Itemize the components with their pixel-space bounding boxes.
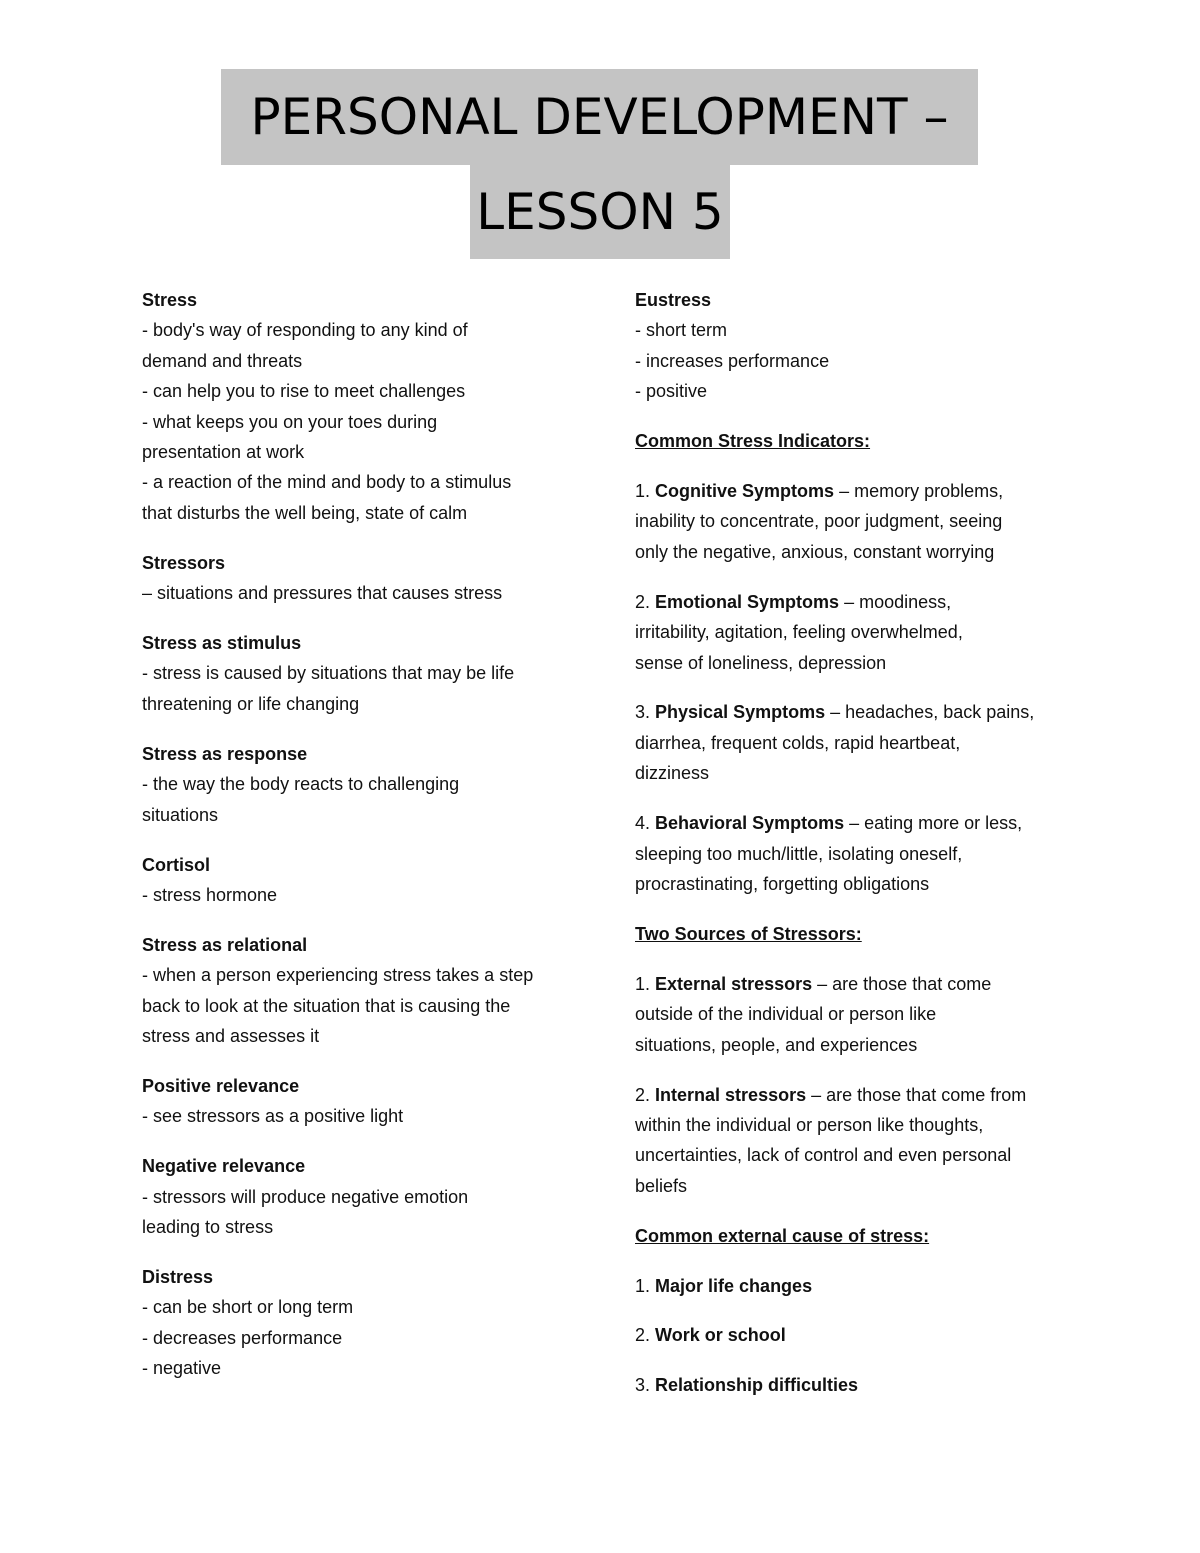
item-description-line: beliefs bbox=[635, 1175, 688, 1196]
list-item bbox=[635, 808, 1075, 899]
definition-block bbox=[142, 1262, 582, 1384]
definition-line: back to look at the situation that is causing the bbox=[142, 995, 511, 1016]
definition-block bbox=[142, 850, 582, 911]
item-term: Cognitive Symptoms bbox=[655, 481, 835, 502]
item-description: – memory problems, bbox=[834, 481, 1004, 502]
item-description-line: uncertainties, lack of control and even personal bbox=[635, 1145, 1012, 1166]
list-item-first-line bbox=[635, 587, 1075, 617]
list-item bbox=[635, 1271, 1075, 1301]
list-item-first-line bbox=[635, 808, 1075, 838]
list-item-first-line bbox=[635, 1320, 1075, 1350]
definition-heading: Stress bbox=[142, 290, 198, 310]
right-column bbox=[635, 285, 1075, 1420]
page-title-line-2: LESSON 5 bbox=[470, 165, 730, 259]
definition-line: - see stressors as a positive light bbox=[142, 1106, 404, 1127]
item-number: 1. bbox=[635, 973, 651, 994]
section-heading: Two Sources of Stressors: bbox=[635, 923, 862, 944]
page-title-line-1: PERSONAL DEVELOPMENT – bbox=[221, 69, 978, 165]
section-heading: Common external cause of stress: bbox=[635, 1225, 930, 1246]
list-item-first-line bbox=[635, 1080, 1075, 1110]
definition-line: that disturbs the well being, state of calm bbox=[142, 502, 468, 523]
item-description: – are those that come from bbox=[806, 1084, 1027, 1105]
item-description: – headaches, back pains, bbox=[825, 702, 1035, 723]
item-term: External stressors bbox=[655, 973, 813, 994]
stressor-sources-header bbox=[635, 919, 1075, 949]
definition-block bbox=[142, 739, 582, 830]
definition-line: demand and threats bbox=[142, 350, 303, 371]
item-description-line: situations, people, and experiences bbox=[635, 1034, 918, 1055]
definition-heading: Stressors bbox=[142, 552, 226, 573]
item-term: Relationship difficulties bbox=[655, 1375, 859, 1396]
definition-heading: Stress as relational bbox=[142, 934, 308, 955]
definition-line: - what keeps you on your toes during bbox=[142, 411, 438, 432]
definition-block bbox=[142, 1071, 582, 1132]
list-item bbox=[635, 697, 1075, 788]
definition-heading: Negative relevance bbox=[142, 1156, 306, 1177]
definition-line: - short term bbox=[635, 320, 728, 341]
definition-line: - positive bbox=[635, 381, 708, 402]
item-description: – eating more or less, bbox=[844, 813, 1023, 834]
list-item bbox=[635, 587, 1075, 678]
definition-block bbox=[142, 930, 582, 1052]
item-description-line: outside of the individual or person like bbox=[635, 1004, 937, 1025]
list-item bbox=[635, 969, 1075, 1060]
definition-line: - can help you to rise to meet challenges bbox=[142, 381, 466, 402]
item-description-line: sense of loneliness, depression bbox=[635, 652, 887, 673]
external-causes-header bbox=[635, 1221, 1075, 1251]
left-column bbox=[142, 285, 582, 1403]
item-description: – moodiness, bbox=[839, 591, 952, 612]
list-item bbox=[635, 1080, 1075, 1202]
item-number: 3. bbox=[635, 1375, 651, 1396]
item-description-line: procrastinating, forgetting obligations bbox=[635, 874, 930, 894]
item-term: Work or school bbox=[655, 1325, 786, 1346]
definition-line: presentation at work bbox=[142, 442, 305, 463]
item-number: 4. bbox=[635, 813, 651, 834]
definition-line: - stress hormone bbox=[142, 884, 278, 905]
item-description-line: sleeping too much/little, isolating oneself, bbox=[635, 843, 963, 864]
item-term: Behavioral Symptoms bbox=[655, 813, 845, 834]
item-description-line: inability to concentrate, poor judgment, seeing bbox=[635, 511, 1003, 532]
definition-line: - increases performance bbox=[635, 350, 830, 371]
definition-line: - stress is caused by situations that may be life bbox=[142, 663, 515, 684]
item-number: 2. bbox=[635, 1084, 651, 1105]
definition-line: - when a person experiencing stress takes a step bbox=[142, 965, 534, 986]
definition-line: - decreases performance bbox=[142, 1327, 343, 1348]
definition-heading: Cortisol bbox=[142, 854, 211, 875]
definition-heading: Distress bbox=[142, 1266, 214, 1287]
definition-block bbox=[142, 548, 582, 609]
definition-block bbox=[635, 285, 1075, 407]
definition-line: - can be short or long term bbox=[142, 1297, 354, 1318]
item-description-line: only the negative, anxious, constant worrying bbox=[635, 541, 995, 562]
definition-heading: Stress as stimulus bbox=[142, 633, 302, 654]
definition-block bbox=[142, 285, 582, 528]
list-item-first-line bbox=[635, 969, 1075, 999]
item-description: – are those that come bbox=[812, 973, 992, 994]
item-term: Physical Symptoms bbox=[655, 702, 826, 723]
definition-line: stress and assesses it bbox=[142, 1026, 320, 1047]
definition-line: - negative bbox=[142, 1358, 222, 1379]
list-item bbox=[635, 1370, 1075, 1400]
definition-heading: Stress as response bbox=[142, 743, 308, 764]
definition-line: situations bbox=[142, 804, 219, 825]
definition-line: – situations and pressures that causes stress bbox=[142, 583, 503, 604]
definition-heading: Eustress bbox=[635, 290, 712, 310]
item-description-line: diarrhea, frequent colds, rapid heartbeat, bbox=[635, 732, 961, 753]
item-description-line: irritability, agitation, feeling overwhelmed, bbox=[635, 622, 963, 643]
definition-block bbox=[142, 628, 582, 719]
definition-line: leading to stress bbox=[142, 1217, 274, 1238]
item-description-line: dizziness bbox=[635, 763, 710, 784]
definition-line: - a reaction of the mind and body to a stimulus bbox=[142, 472, 512, 493]
item-term: Internal stressors bbox=[655, 1084, 807, 1105]
definition-heading: Positive relevance bbox=[142, 1075, 300, 1096]
definition-line: - the way the body reacts to challenging bbox=[142, 774, 460, 795]
definition-line: threatening or life changing bbox=[142, 693, 360, 714]
item-term: Emotional Symptoms bbox=[655, 591, 840, 612]
list-item-first-line bbox=[635, 476, 1075, 506]
list-item-first-line bbox=[635, 1370, 1075, 1400]
item-number: 2. bbox=[635, 591, 651, 612]
item-description-line: within the individual or person like thoughts, bbox=[635, 1114, 984, 1135]
definition-line: - stressors will produce negative emotion bbox=[142, 1186, 469, 1207]
stress-indicators-header bbox=[635, 426, 1075, 456]
list-item-first-line bbox=[635, 1271, 1075, 1301]
list-item bbox=[635, 1320, 1075, 1350]
item-number: 3. bbox=[635, 702, 651, 723]
item-term: Major life changes bbox=[655, 1275, 813, 1296]
list-item bbox=[635, 476, 1075, 567]
section-heading: Common Stress Indicators: bbox=[635, 431, 871, 452]
item-number: 1. bbox=[635, 481, 651, 502]
item-number: 2. bbox=[635, 1325, 651, 1346]
definition-line: - body's way of responding to any kind of bbox=[142, 320, 468, 341]
list-item-first-line bbox=[635, 697, 1075, 727]
item-number: 1. bbox=[635, 1275, 651, 1296]
definition-block bbox=[142, 1151, 582, 1242]
